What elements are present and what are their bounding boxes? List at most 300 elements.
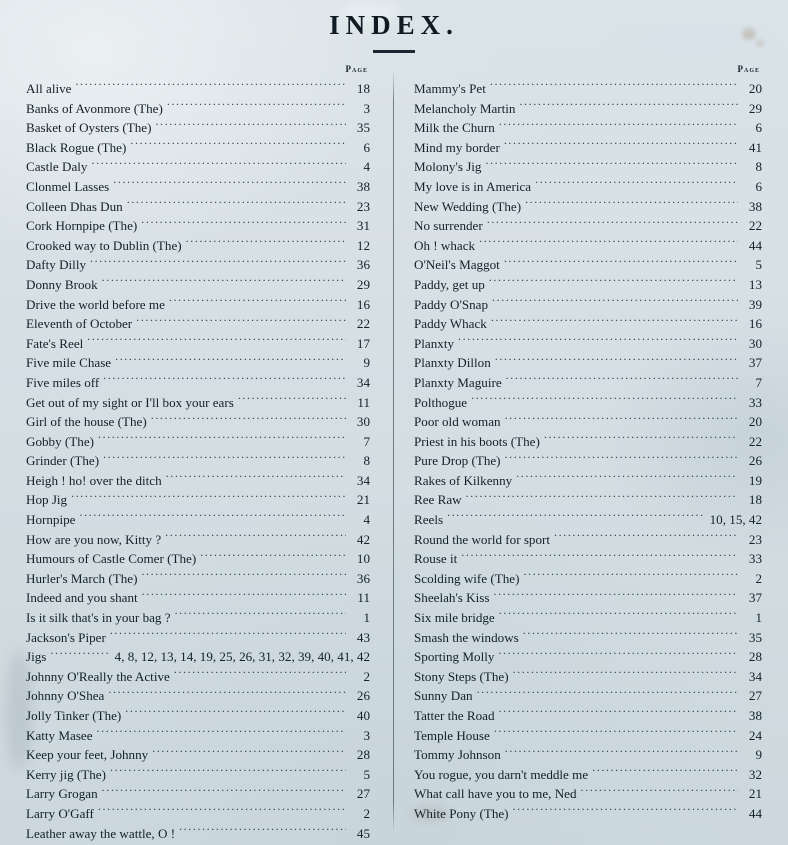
index-entry[interactable] bbox=[26, 216, 370, 236]
index-entry-leader bbox=[142, 589, 346, 602]
index-entry-title: Six mile bridge bbox=[414, 610, 495, 626]
index-entry[interactable] bbox=[26, 608, 370, 628]
index-entry-page: 27 bbox=[356, 786, 370, 802]
index-entry-leader bbox=[113, 178, 346, 191]
index-entry-leader bbox=[554, 531, 738, 544]
index-entry-leader bbox=[505, 746, 738, 759]
index-entry[interactable] bbox=[26, 118, 370, 138]
index-entry[interactable] bbox=[26, 745, 370, 765]
index-entry-page: 23 bbox=[356, 198, 370, 214]
index-entry[interactable] bbox=[414, 393, 762, 413]
index-entry[interactable] bbox=[26, 99, 370, 119]
index-entry-page: 26 bbox=[748, 453, 762, 469]
index-entry[interactable] bbox=[414, 373, 762, 393]
index-entry-title: O'Neil's Maggot bbox=[414, 257, 500, 273]
index-entry-leader bbox=[581, 785, 738, 798]
index-entry-title: Smash the windows bbox=[414, 629, 519, 645]
index-list-right bbox=[414, 79, 762, 824]
index-entry-page: 35 bbox=[356, 120, 370, 136]
index-entry-title: Planxty Maguire bbox=[414, 374, 502, 390]
index-entry-leader bbox=[535, 178, 738, 191]
index-entry[interactable] bbox=[26, 138, 370, 158]
index-entry-page: 34 bbox=[356, 472, 370, 488]
index-entry-page: 31 bbox=[356, 218, 370, 234]
index-entry[interactable] bbox=[26, 197, 370, 217]
index-entry-leader bbox=[141, 217, 346, 230]
index-entry[interactable] bbox=[26, 236, 370, 256]
index-entry-page: 3 bbox=[363, 727, 370, 743]
index-entry-leader bbox=[90, 256, 346, 269]
index-entry-title: Hurler's March (The) bbox=[26, 570, 138, 586]
index-entry-title: Fate's Reel bbox=[26, 335, 84, 351]
index-entry-title: Five mile Chase bbox=[26, 355, 112, 371]
index-entry-title: Five miles off bbox=[26, 374, 100, 390]
index-entry-leader bbox=[499, 609, 738, 622]
index-entry-page: 11 bbox=[357, 590, 370, 606]
index-entry-page: 6 bbox=[363, 139, 370, 155]
index-entry-leader bbox=[102, 785, 346, 798]
index-entry-page: 10 bbox=[356, 551, 370, 567]
index-entry-leader bbox=[151, 413, 346, 426]
index-entry-title: Tatter the Road bbox=[414, 708, 495, 723]
index-entry-title: Banks of Avonmore (The) bbox=[26, 100, 163, 116]
index-entry[interactable] bbox=[414, 726, 762, 746]
index-entry[interactable] bbox=[26, 255, 370, 275]
index-entry-leader bbox=[103, 374, 346, 387]
index-entry-leader bbox=[491, 315, 738, 328]
index-entry-title: Larry O'Gaff bbox=[26, 805, 94, 821]
index-entry-leader bbox=[505, 452, 738, 465]
index-entry-page: 1 bbox=[755, 610, 762, 626]
index-entry-page: 20 bbox=[748, 414, 762, 430]
index-entry-leader bbox=[504, 139, 738, 152]
index-entry[interactable] bbox=[414, 216, 762, 236]
index-entry-leader bbox=[516, 472, 738, 485]
index-entry-title: White Pony (The) bbox=[414, 805, 509, 821]
index-entry-page: 13 bbox=[748, 276, 762, 292]
index-entry-title: How are you now, Kitty ? bbox=[26, 531, 162, 547]
index-entry[interactable] bbox=[414, 804, 762, 824]
index-entry-page: 6 bbox=[755, 120, 762, 136]
index-entry-page: 40 bbox=[356, 708, 370, 723]
index-entry-title: Johnny O'Really the Active bbox=[26, 668, 170, 684]
index-entry[interactable] bbox=[26, 726, 370, 746]
index-entry[interactable] bbox=[414, 549, 762, 569]
index-entry-page: 42 bbox=[356, 531, 370, 547]
index-entry-leader bbox=[513, 668, 738, 681]
index-entry-title: Kerry jig (The) bbox=[26, 766, 106, 782]
index-entry-page: 27 bbox=[748, 688, 762, 704]
index-entry[interactable] bbox=[414, 608, 762, 628]
index-entry-page: 33 bbox=[748, 394, 762, 410]
index-entry[interactable] bbox=[414, 432, 762, 452]
index-entry-title: Sunny Dan bbox=[414, 688, 473, 704]
index-entry-page: 2 bbox=[755, 570, 762, 586]
index-entry-title: Tommy Johnson bbox=[414, 747, 501, 763]
index-entry-title: Mammy's Pet bbox=[414, 81, 486, 96]
index-entry-page: 18 bbox=[748, 492, 762, 508]
index-entry-leader bbox=[141, 570, 346, 583]
index-entry[interactable] bbox=[26, 353, 370, 373]
index-entry[interactable] bbox=[414, 177, 762, 197]
index-entry[interactable] bbox=[26, 804, 370, 824]
index-entry-title: Clonmel Lasses bbox=[26, 178, 110, 194]
index-entry-title: Is it silk that's in your bag ? bbox=[26, 610, 171, 626]
index-entry-page: 10, 15, 42 bbox=[709, 512, 762, 528]
index-entry-title: Hornpipe bbox=[26, 512, 76, 528]
index-entry-leader bbox=[71, 491, 346, 504]
index-entry-leader bbox=[186, 237, 346, 250]
index-entry-title: Planxty Dillon bbox=[414, 355, 491, 371]
index-entry-leader bbox=[499, 707, 738, 720]
index-entry-leader bbox=[466, 491, 738, 504]
index-entry-title: Colleen Dhas Dun bbox=[26, 198, 123, 214]
index-entry-title: Jigs bbox=[26, 649, 47, 665]
index-entry[interactable] bbox=[414, 686, 762, 706]
index-entry-title: Paddy O'Snap bbox=[414, 296, 489, 312]
index-entry-leader bbox=[127, 198, 346, 211]
index-entry-title: Black Rogue (The) bbox=[26, 139, 127, 155]
index-entry[interactable] bbox=[26, 706, 370, 726]
index-entry-title: Mind my border bbox=[414, 139, 500, 155]
index-entry-title: Grinder (The) bbox=[26, 453, 100, 469]
index-entry-page: 5 bbox=[363, 766, 370, 782]
index-entry-page: 7 bbox=[755, 374, 762, 390]
index-entry-leader bbox=[523, 629, 738, 642]
index-list-left bbox=[26, 79, 370, 843]
index-entry-leader bbox=[525, 198, 738, 211]
index-entry-title: Crooked way to Dublin (The) bbox=[26, 237, 182, 253]
index-entry[interactable] bbox=[414, 667, 762, 687]
index-entry-page: 24 bbox=[748, 727, 762, 743]
page-column-header-right: Page bbox=[737, 64, 760, 74]
index-entry-leader bbox=[108, 687, 346, 700]
index-entry[interactable] bbox=[26, 490, 370, 510]
index-entry-page: 4 bbox=[363, 159, 370, 175]
index-entry-leader bbox=[136, 315, 346, 328]
index-entry[interactable] bbox=[26, 628, 370, 648]
index-entry-title: Sheelah's Kiss bbox=[414, 590, 490, 606]
index-entry-title: Keep your feet, Johnny bbox=[26, 747, 149, 763]
index-entry[interactable] bbox=[414, 118, 762, 138]
index-entry-page: 22 bbox=[356, 316, 370, 332]
index-entry-leader bbox=[110, 766, 346, 779]
index-entry-title: Oh ! whack bbox=[414, 237, 476, 253]
index-entry-page: 17 bbox=[356, 335, 370, 351]
index-entry[interactable] bbox=[414, 353, 762, 373]
index-entry[interactable] bbox=[414, 157, 762, 177]
index-entry-leader bbox=[169, 296, 346, 309]
index-entry[interactable] bbox=[26, 765, 370, 785]
index-entry-page: 11 bbox=[357, 394, 370, 410]
page-column-header-left: Page bbox=[345, 64, 368, 74]
index-entry[interactable] bbox=[26, 451, 370, 471]
index-entry-leader bbox=[103, 452, 346, 465]
index-columns bbox=[0, 64, 788, 839]
index-entry-page: 39 bbox=[748, 296, 762, 312]
index-entry-page: 7 bbox=[363, 433, 370, 449]
index-entry-page: 20 bbox=[748, 81, 762, 96]
index-entry-title: Temple House bbox=[414, 727, 490, 743]
index-entry[interactable] bbox=[414, 138, 762, 158]
index-entry[interactable] bbox=[414, 295, 762, 315]
index-entry-leader bbox=[519, 100, 738, 113]
index-entry-title: Melancholy Martin bbox=[414, 100, 516, 116]
index-entry-leader bbox=[492, 296, 738, 309]
index-entry-page: 28 bbox=[356, 747, 370, 763]
index-entry[interactable] bbox=[26, 275, 370, 295]
index-entry[interactable] bbox=[414, 275, 762, 295]
index-entry-title: Get out of my sight or I'll box your ears bbox=[26, 394, 234, 410]
index-entry[interactable] bbox=[26, 471, 370, 491]
index-entry[interactable] bbox=[414, 569, 762, 589]
index-entry[interactable] bbox=[26, 510, 370, 530]
index-entry[interactable] bbox=[414, 334, 762, 354]
index-entry-title: Castle Daly bbox=[26, 159, 88, 175]
index-entry[interactable] bbox=[414, 412, 762, 432]
index-entry-leader bbox=[174, 668, 346, 681]
index-entry-title: Sporting Molly bbox=[414, 649, 495, 665]
index-entry-title: Paddy Whack bbox=[414, 316, 487, 332]
index-entry-title: My love is in America bbox=[414, 178, 532, 194]
index-entry-title: What call have you to me, Ned bbox=[414, 786, 577, 802]
index-entry[interactable] bbox=[26, 824, 370, 844]
index-entry-page: 29 bbox=[356, 276, 370, 292]
index-entry[interactable] bbox=[26, 295, 370, 315]
index-entry-page: 38 bbox=[356, 178, 370, 194]
index-entry-title: Donny Brook bbox=[26, 276, 98, 292]
index-entry[interactable] bbox=[414, 745, 762, 765]
index-entry[interactable] bbox=[414, 647, 762, 667]
index-column-left bbox=[0, 64, 394, 839]
index-entry[interactable] bbox=[414, 490, 762, 510]
index-entry-title: Molony's Jig bbox=[414, 159, 482, 175]
index-entry-leader bbox=[98, 805, 346, 818]
index-entry-leader bbox=[97, 727, 346, 740]
index-entry-page: 5 bbox=[755, 257, 762, 273]
index-entry-title: Jolly Tinker (The) bbox=[26, 708, 122, 723]
index-entry-leader bbox=[91, 158, 346, 171]
index-entry[interactable] bbox=[414, 628, 762, 648]
index-entry-page: 38 bbox=[748, 198, 762, 214]
index-entry[interactable] bbox=[26, 373, 370, 393]
index-entry-page: 28 bbox=[748, 649, 762, 665]
index-entry[interactable] bbox=[26, 393, 370, 413]
index-entry-page: 43 bbox=[356, 629, 370, 645]
index-entry[interactable] bbox=[414, 765, 762, 785]
index-entry-page: 44 bbox=[748, 237, 762, 253]
index-entry-page: 18 bbox=[356, 81, 370, 96]
index-entry-leader bbox=[155, 119, 346, 132]
index-entry-title: Gobby (The) bbox=[26, 433, 94, 449]
index-entry-page: 21 bbox=[356, 492, 370, 508]
index-entry[interactable] bbox=[26, 412, 370, 432]
index-entry-leader bbox=[505, 413, 738, 426]
index-entry[interactable] bbox=[414, 510, 762, 530]
index-entry-page: 9 bbox=[755, 747, 762, 763]
index-entry-leader bbox=[110, 629, 346, 642]
index-entry-title: Rouse it bbox=[414, 551, 458, 567]
index-entry-leader bbox=[489, 276, 738, 289]
index-entry-page: 4 bbox=[363, 512, 370, 528]
index-entry-leader bbox=[102, 276, 346, 289]
index-entry-page: 36 bbox=[356, 257, 370, 273]
index-entry-title: Larry Grogan bbox=[26, 786, 98, 802]
index-entry-title: New Wedding (The) bbox=[414, 198, 522, 214]
index-entry-leader bbox=[506, 374, 738, 387]
index-column-right bbox=[394, 64, 788, 839]
index-entry[interactable] bbox=[414, 784, 762, 804]
index-entry[interactable] bbox=[26, 530, 370, 550]
index-entry[interactable] bbox=[26, 667, 370, 687]
index-entry-title: Priest in his boots (The) bbox=[414, 433, 540, 449]
index-entry-page: 3 bbox=[363, 100, 370, 116]
index-entry-title: Humours of Castle Comer (The) bbox=[26, 551, 197, 567]
index-entry[interactable] bbox=[26, 432, 370, 452]
index-entry-title: Scolding wife (The) bbox=[414, 570, 520, 586]
page-title: INDEX. bbox=[329, 10, 459, 40]
index-entry-leader bbox=[592, 766, 738, 779]
index-entry-page: 16 bbox=[748, 316, 762, 332]
index-entry-title: Drive the world before me bbox=[26, 296, 165, 312]
index-entry-page: 33 bbox=[748, 551, 762, 567]
index-entry[interactable] bbox=[26, 157, 370, 177]
index-entry-title: Cork Hornpipe (The) bbox=[26, 218, 138, 234]
index-entry-leader bbox=[494, 727, 738, 740]
index-entry[interactable] bbox=[414, 99, 762, 119]
index-entry-page: 38 bbox=[748, 708, 762, 723]
index-entry[interactable] bbox=[414, 588, 762, 608]
index-entry-leader bbox=[504, 256, 738, 269]
index-entry[interactable] bbox=[414, 236, 762, 256]
index-entry[interactable] bbox=[26, 588, 370, 608]
index-entry-title: No surrender bbox=[414, 218, 483, 234]
index-entry-title: Rakes of Kilkenny bbox=[414, 472, 513, 488]
index-entry-leader bbox=[87, 335, 346, 348]
index-entry[interactable] bbox=[26, 79, 370, 99]
index-entry-title: Jackson's Piper bbox=[26, 629, 106, 645]
index-entry-title: You rogue, you darn't meddle me bbox=[414, 766, 589, 782]
index-entry[interactable] bbox=[26, 549, 370, 569]
paper-stain bbox=[756, 40, 764, 47]
index-entry-leader bbox=[523, 570, 738, 583]
index-entry[interactable] bbox=[26, 177, 370, 197]
index-entry[interactable] bbox=[414, 79, 762, 99]
index-entry[interactable] bbox=[414, 471, 762, 491]
index-entry-leader bbox=[50, 648, 108, 661]
index-entry-page: 32 bbox=[748, 766, 762, 782]
index-entry-leader bbox=[479, 237, 738, 250]
index-entry-title: Planxty bbox=[414, 335, 455, 351]
index-entry-leader bbox=[513, 805, 738, 818]
index-entry-title: Katty Masee bbox=[26, 727, 93, 743]
index-entry[interactable] bbox=[26, 334, 370, 354]
title-rule bbox=[373, 50, 415, 53]
index-entry-leader bbox=[499, 119, 738, 132]
index-entry-title: Girl of the house (The) bbox=[26, 414, 147, 430]
index-entry-leader bbox=[115, 354, 346, 367]
index-entry-leader bbox=[179, 825, 346, 838]
index-entry-leader bbox=[167, 100, 346, 113]
index-entry-leader bbox=[98, 433, 346, 446]
index-entry[interactable] bbox=[414, 530, 762, 550]
index-entry-leader bbox=[75, 80, 346, 93]
index-entry[interactable] bbox=[414, 706, 762, 726]
index-entry-page: 45 bbox=[356, 825, 370, 841]
index-entry-leader bbox=[447, 511, 704, 524]
index-entry-title: Basket of Oysters (The) bbox=[26, 120, 152, 136]
index-entry-page: 22 bbox=[748, 218, 762, 234]
index-entry-leader bbox=[152, 746, 346, 759]
index-entry-page: 16 bbox=[356, 296, 370, 312]
index-entry-leader bbox=[485, 158, 738, 171]
index-entry-page: 4, 8, 12, 13, 14, 19, 25, 26, 31, 32, 39, 40, 41, 42 bbox=[114, 649, 370, 665]
index-entry-page: 34 bbox=[356, 374, 370, 390]
index-entry-leader bbox=[130, 139, 346, 152]
index-entry-page: 19 bbox=[748, 472, 762, 488]
index-entry-title: Indeed and you shant bbox=[26, 590, 138, 606]
index-entry-page: 30 bbox=[748, 335, 762, 351]
index-entry-title: Dafty Dilly bbox=[26, 257, 87, 273]
index-entry[interactable] bbox=[26, 569, 370, 589]
index-entry[interactable] bbox=[414, 255, 762, 275]
index-entry-page: 21 bbox=[748, 786, 762, 802]
index-entry-title: Poor old woman bbox=[414, 414, 501, 430]
index-entry-page: 36 bbox=[356, 570, 370, 586]
index-entry-page: 37 bbox=[748, 590, 762, 606]
index-entry-title: Eleventh of October bbox=[26, 316, 133, 332]
index-entry-leader bbox=[125, 707, 346, 720]
index-entry-page: 23 bbox=[748, 531, 762, 547]
index-entry-title: Ree Raw bbox=[414, 492, 462, 508]
index-entry[interactable] bbox=[26, 686, 370, 706]
index-entry[interactable] bbox=[26, 784, 370, 804]
index-entry-leader bbox=[498, 648, 738, 661]
index-entry-leader bbox=[487, 217, 738, 230]
index-entry-leader bbox=[458, 335, 738, 348]
index-entry-page: 29 bbox=[748, 100, 762, 116]
index-entry-title: Pure Drop (The) bbox=[414, 453, 501, 469]
index-entry-page: 9 bbox=[363, 355, 370, 371]
index-entry[interactable] bbox=[414, 197, 762, 217]
index-entry-title: Round the world for sport bbox=[414, 531, 551, 547]
index-entry-page: 8 bbox=[755, 159, 762, 175]
index-entry-title: Heigh ! ho! over the ditch bbox=[26, 472, 162, 488]
index-entry-title: Leather away the wattle, O ! bbox=[26, 825, 176, 841]
index-entry[interactable] bbox=[414, 451, 762, 471]
index-entry-page: 1 bbox=[363, 610, 370, 626]
index-entry-title: Paddy, get up bbox=[414, 276, 485, 292]
index-entry-leader bbox=[79, 511, 346, 524]
index-entry-leader bbox=[200, 550, 346, 563]
index-entry-page: 44 bbox=[748, 805, 762, 821]
index-entry-leader bbox=[477, 687, 738, 700]
index-entry-title: Reels bbox=[414, 512, 444, 528]
index-entry-page: 2 bbox=[363, 668, 370, 684]
index-entry-page: 22 bbox=[748, 433, 762, 449]
index-entry[interactable] bbox=[414, 314, 762, 334]
index-entry[interactable] bbox=[26, 647, 370, 667]
index-entry-leader bbox=[490, 80, 738, 93]
index-entry-leader bbox=[238, 394, 346, 407]
index-entry-page: 8 bbox=[363, 453, 370, 469]
index-entry[interactable] bbox=[26, 314, 370, 334]
index-entry-page: 12 bbox=[356, 237, 370, 253]
index-entry-page: 2 bbox=[363, 805, 370, 821]
index-entry-title: Stony Steps (The) bbox=[414, 668, 509, 684]
index-entry-leader bbox=[175, 609, 346, 622]
index-entry-page: 30 bbox=[356, 414, 370, 430]
